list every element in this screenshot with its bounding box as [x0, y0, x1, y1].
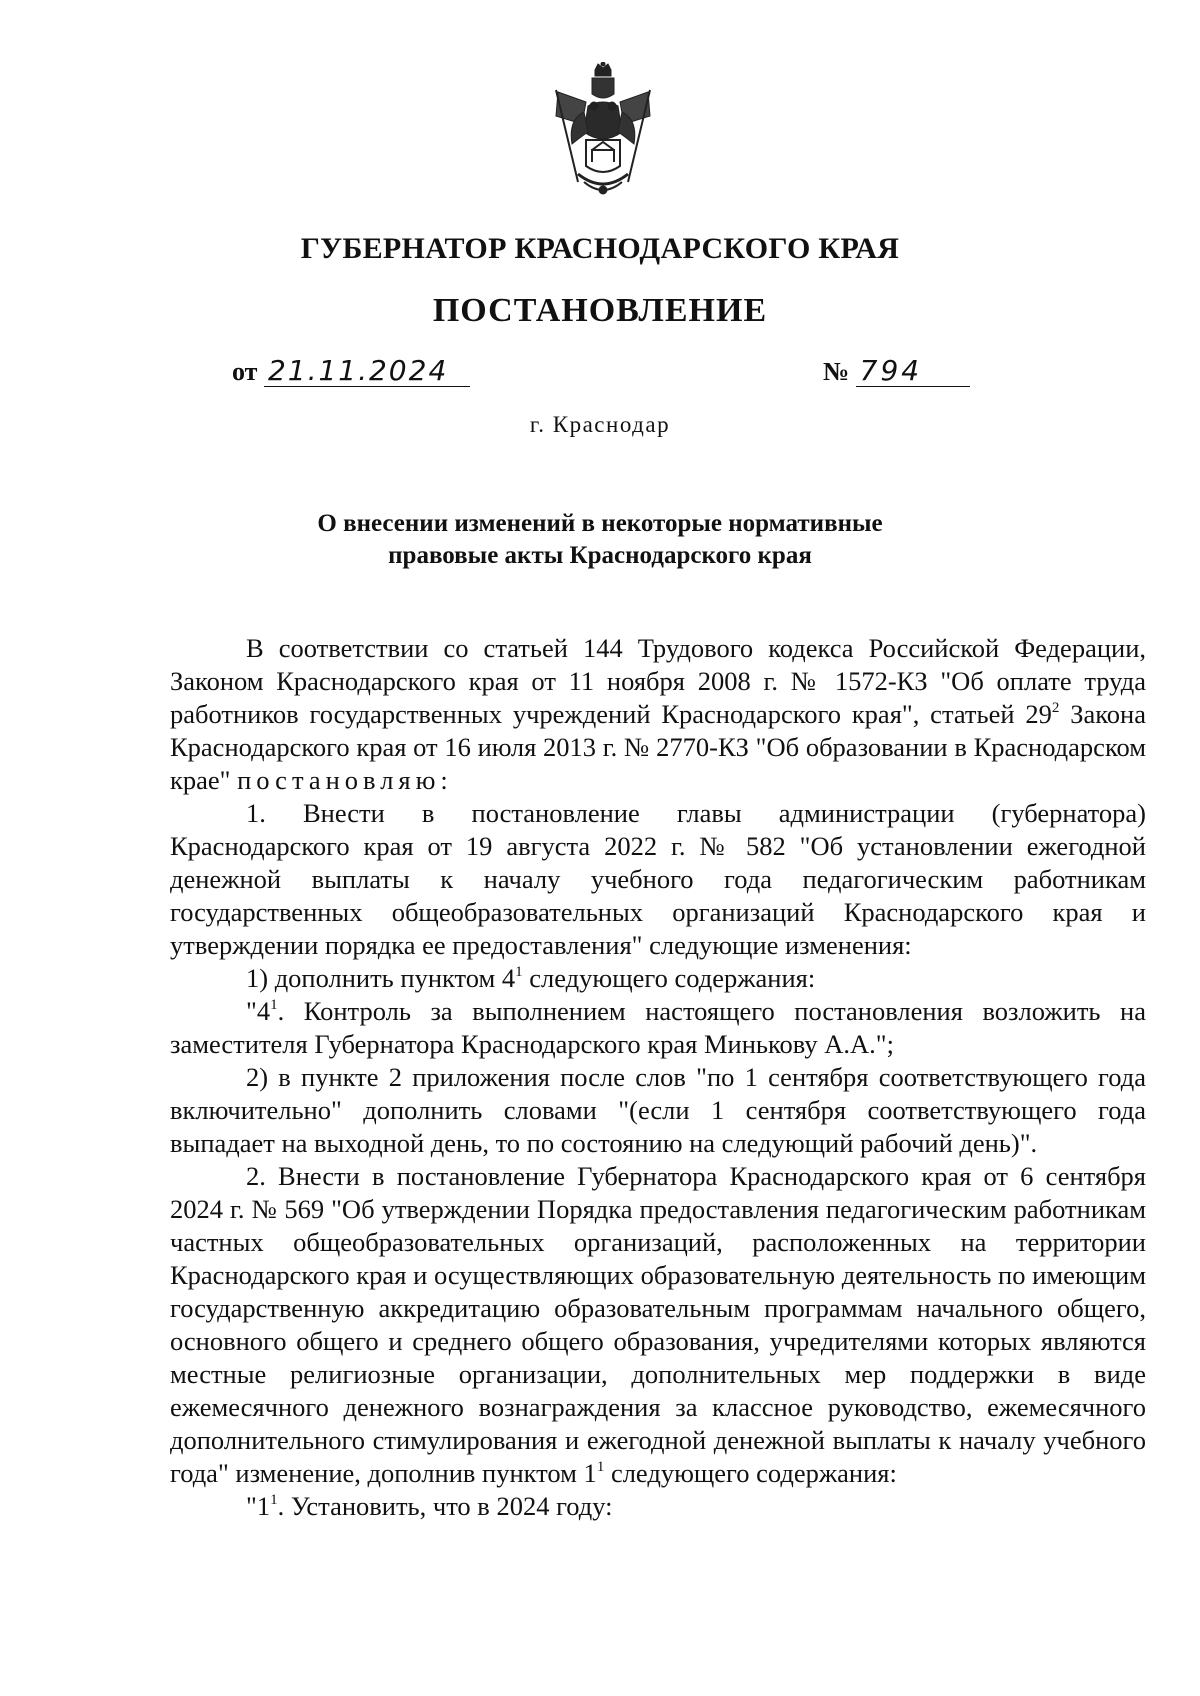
item-2-text-cont: следующего содержания: — [604, 1458, 897, 1488]
subitem-text: 1) дополнить пунктом 4 — [246, 963, 516, 993]
document-body — [170, 632, 1146, 1523]
paragraph-item-2 — [170, 1160, 1146, 1490]
issuing-authority: ГУБЕРНАТОР КРАСНОДАРСКОГО КРАЯ — [300, 232, 900, 265]
superscript: 1 — [515, 964, 523, 980]
preamble-text-cont: Закона Краснодарского края от 16 июля 2013 г. № 2770-КЗ "Об образовании в Краснодарском крае" — [170, 699, 1146, 795]
paragraph-quote-1-1 — [170, 1490, 1146, 1523]
superscript: 1 — [596, 1459, 605, 1475]
handwritten-date: 21.11.2024 — [264, 356, 470, 387]
item-2-text: 2. Внести в постановление Губернатора Краснодарского края от 6 сентября 2024 г. № 569 "Об утверждении Порядка предоставления педагогическим работникам частных общеобразовательных организаций, расположенных на территории Краснодарского края и осуществляющих образовательную деятельность по имеющим государственную аккредитацию образовательным программам начального общего, основного общего и среднего общего образования, учредителями которых являются местные религиозные организации, дополнительных мер поддержки в виде ежемесячного денежного вознаграждения за классное руководство, ежемесячного дополнительного стимулирования и ежегодной денежной выплаты к началу учебного года" изменение, дополнив пунктом 1 — [170, 1161, 1146, 1488]
city-name: г. Краснодар — [529, 412, 671, 437]
document-type: ПОСТАНОВЛЕНИЕ — [432, 292, 768, 329]
paragraph-quote-4-1 — [170, 995, 1146, 1061]
handwritten-number: 794 — [856, 356, 970, 387]
number-prefix: № — [823, 357, 850, 386]
quote-text-cont: . Контроль за выполнением настоящего постановления возложить на заместителя Губернатора Краснодарского края Минькову А.А."; — [170, 996, 1146, 1059]
date-prefix: от — [232, 357, 258, 386]
resolving-word: постановляю: — [237, 765, 453, 795]
paragraph-subitem-2: 2) в пункте 2 приложения после слов "по 1 сентября соответствующего года включительно" дополнить словами "(если 1 сентября соответствующего года выпадает на выходной день, то по состоянию на следующий рабочий день)". — [170, 1062, 1146, 1158]
paragraph-preamble — [170, 632, 1146, 797]
paragraph-subitem-1 — [170, 962, 1146, 995]
coat-of-arms-icon — [548, 62, 658, 202]
quote-text: "4 — [246, 996, 271, 1026]
date-line — [232, 356, 470, 387]
quote-text-cont: . Установить, что в 2024 году: — [277, 1491, 613, 1521]
number-line — [823, 356, 970, 387]
quote-text: "1 — [246, 1491, 271, 1521]
subject-line-2: правовые акты Краснодарского края — [388, 542, 812, 569]
subitem-text-cont: следующего содержания: — [522, 963, 816, 993]
preamble-text: В соответствии со статьей 144 Трудового кодекса Российской Федерации, Законом Краснодарского края от 11 ноября 2008 г. № 1572-КЗ "Об оплате труда работников государственных учреждений Краснодарского края", статьей 29 — [170, 633, 1146, 729]
document-subject — [0, 508, 1200, 572]
superscript: 1 — [270, 997, 278, 1013]
superscript: 2 — [1051, 700, 1060, 716]
subject-line-1: О внесении изменений в некоторые нормативные — [317, 510, 883, 537]
superscript: 1 — [270, 1492, 278, 1508]
paragraph-item-1: 1. Внести в постановление главы администрации (губернатора) Краснодарского края от 19 августа 2022 г. № 582 "Об установлении ежегодной денежной выплаты к началу учебного года педагогическим работникам государственных общеобразовательных организаций Краснодарского края и утверждении порядка ее предоставления" следующие изменения: — [170, 798, 1146, 960]
